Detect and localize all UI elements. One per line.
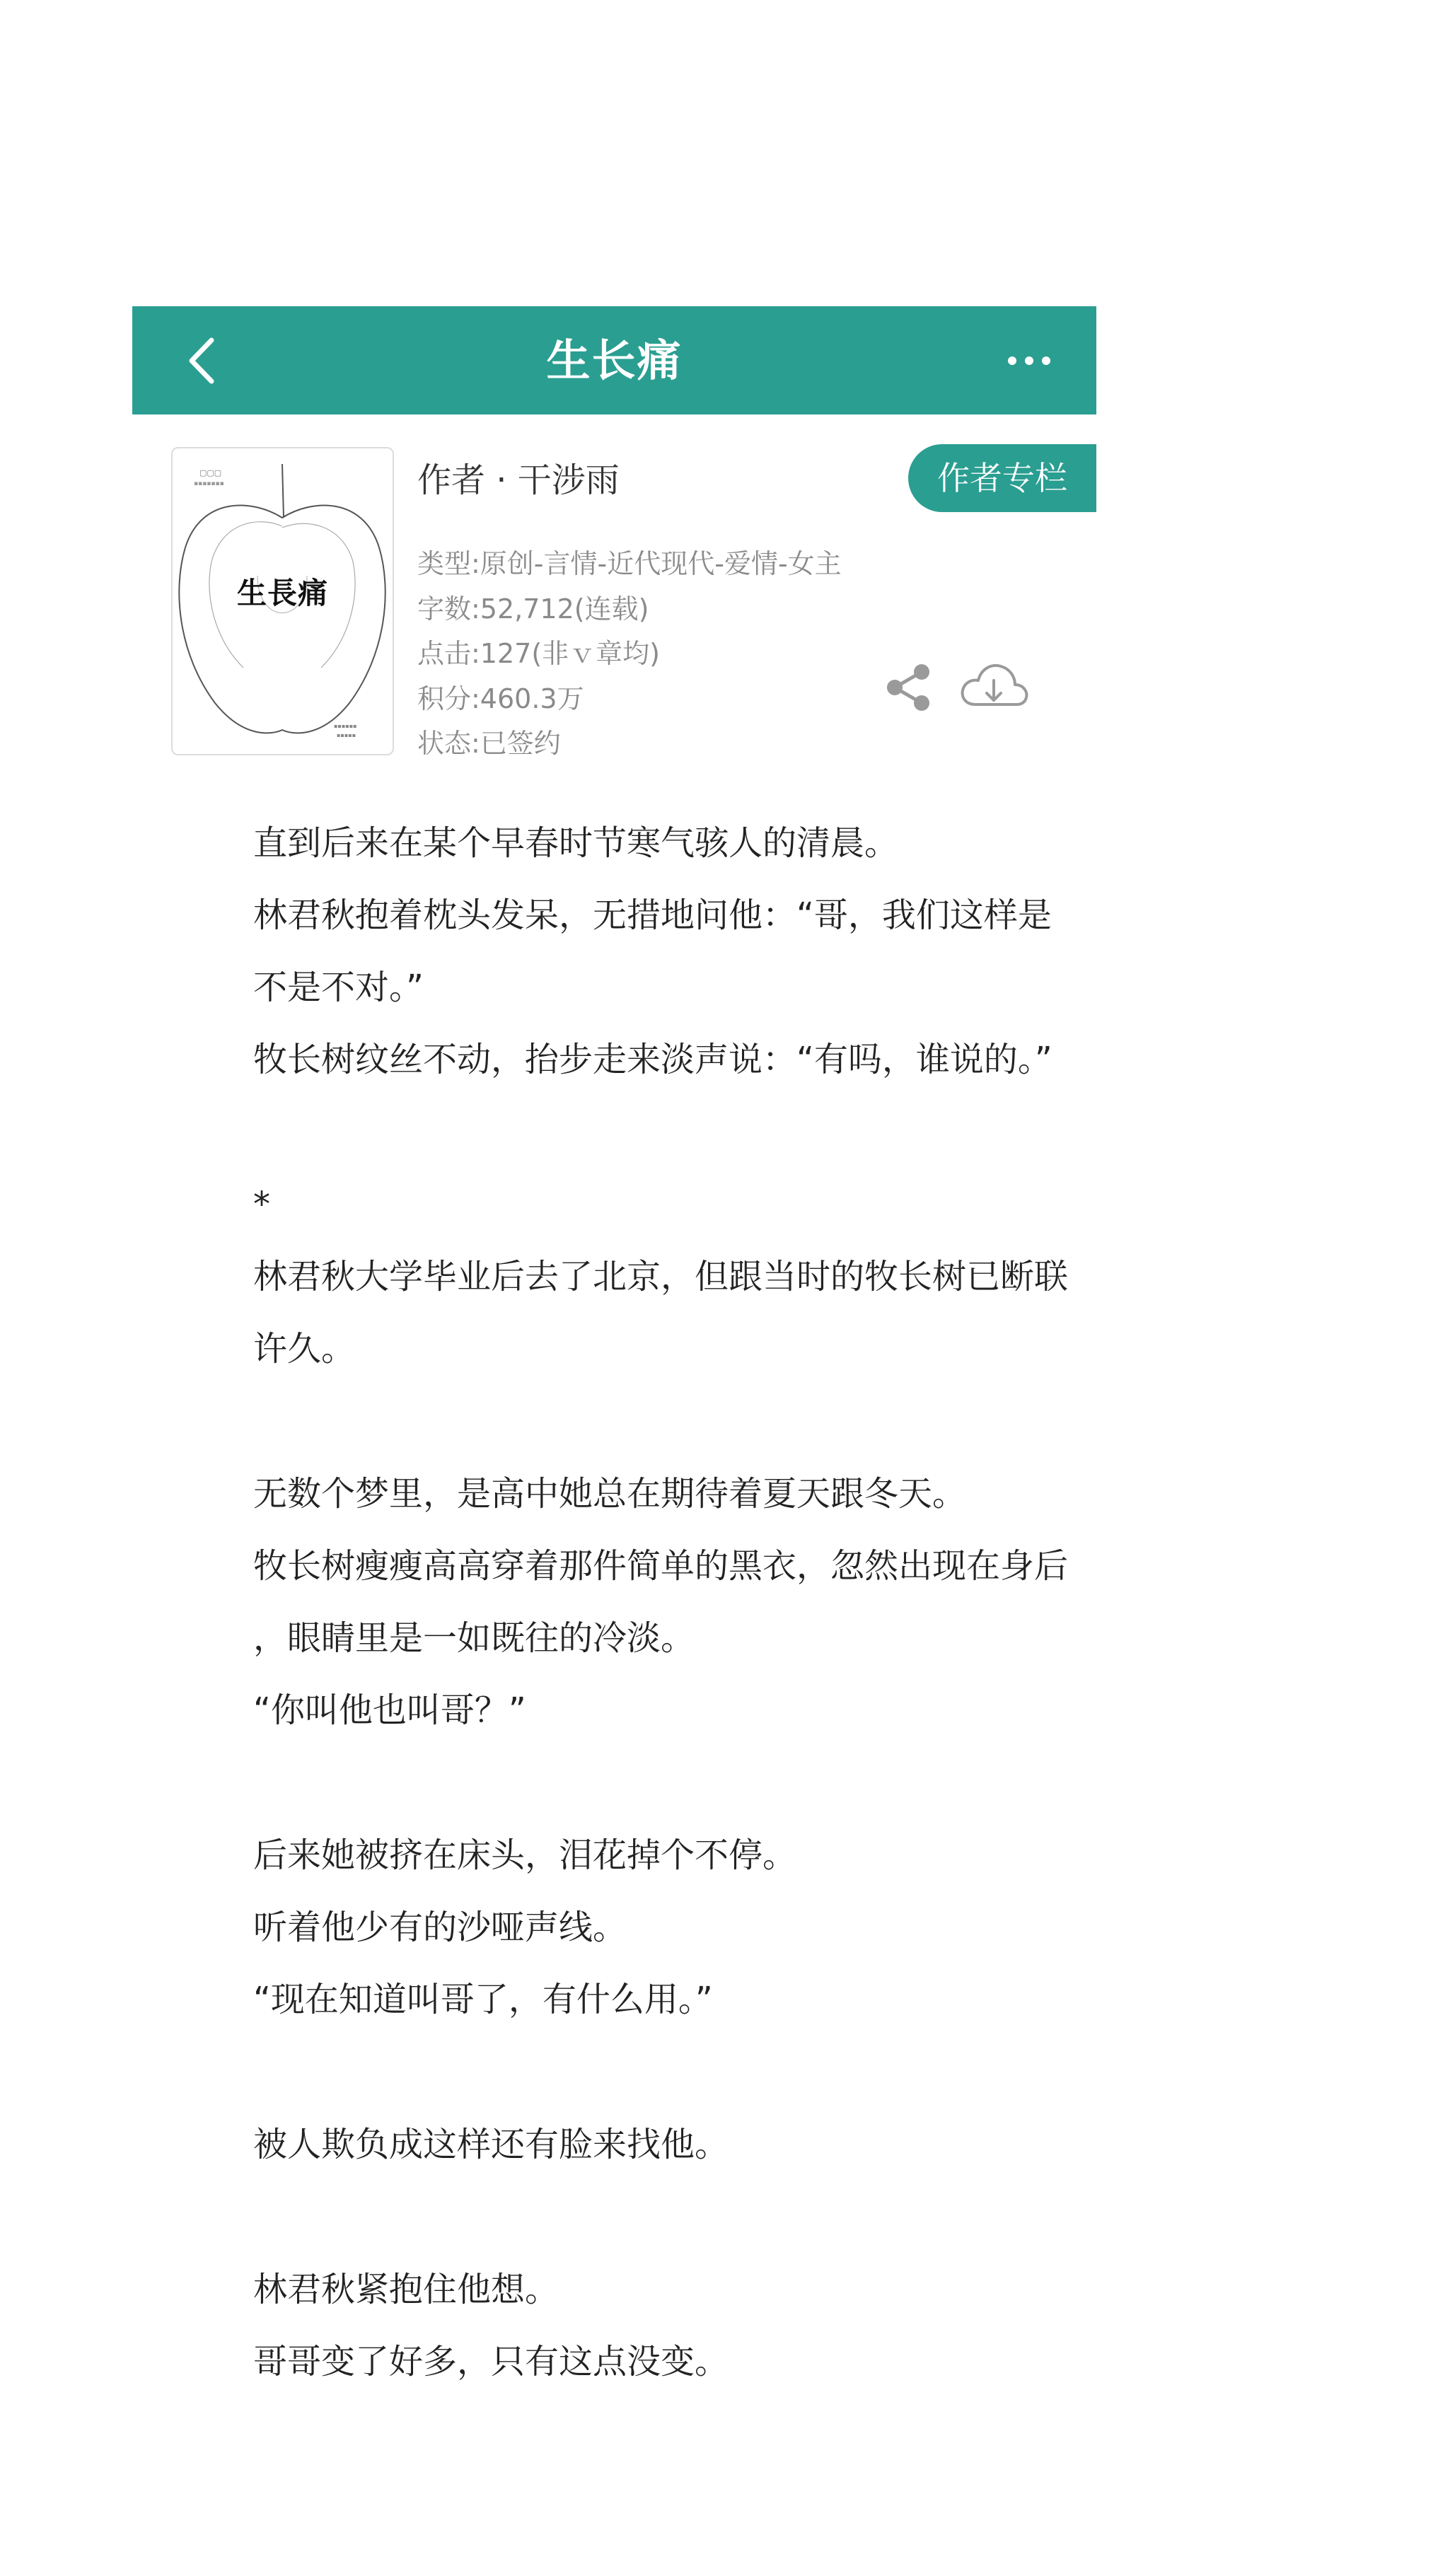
author-name[interactable]: 作者 · 干涉雨 [417,460,620,500]
text-line: ，眼睛里是一如既往的冷淡。 [253,1618,695,1658]
svg-text:▢▢▢: ▢▢▢ [199,468,222,477]
text-line: 哥哥变了好多，只有这点没变。 [253,2342,729,2381]
text-line: “你叫他也叫哥？” [253,1690,526,1730]
text-line: 无数个梦里，是高中她总在期待着夏天跟冬天。 [253,1474,967,1514]
book-status: 状态:已签约 [417,728,561,759]
text-line: 林君秋大学毕业后去了北京，但跟当时的牧长树已断联 [253,1257,1069,1296]
text-line: 不是不对。” [253,968,424,1007]
more-button[interactable] [1001,335,1057,387]
text-line: 牧长树纹丝不动，抬步走来淡声说：“有吗，谁说的。” [253,1040,1052,1079]
page-title: 生长痛 [546,335,683,386]
more-horizontal-icon [1001,335,1057,387]
book-type: 类型:原创-言情-近代现代-爱情-女主 [417,548,842,579]
book-cover[interactable] [171,447,394,755]
book-score: 积分:460.3万 [417,683,584,714]
book-word-count: 字数:52,712(连载) [417,593,649,625]
text-line: 林君秋紧抱住他想。 [253,2270,559,2309]
share-icon [881,659,937,716]
app-bar [132,306,1096,414]
svg-text:▪▪▪▪▪: ▪▪▪▪▪ [337,732,356,738]
text-line: 牧长树瘦瘦高高穿着那件简单的黑衣，忽然出现在身后 [253,1546,1069,1586]
cloud-download-icon [958,659,1029,716]
share-button[interactable] [881,659,937,716]
text-line: 听着他少有的沙哑声线。 [253,1908,627,1947]
download-button[interactable] [958,659,1029,716]
text-line: “现在知道叫哥了，有什么用。” [253,1980,713,2019]
cover-title: 生長痛 [236,576,328,610]
text-line: 直到后来在某个早春时节寒气骇人的清晨。 [253,823,899,863]
text-line: 被人欺负成这样还有脸来找他。 [253,2125,729,2164]
section-divider: * [253,1185,270,1224]
text-line: 许久。 [253,1329,356,1369]
text-line: 林君秋抱着枕头发呆，无措地问他：“哥，我们这样是 [253,895,1052,935]
author-column-button[interactable]: 作者专栏 [908,444,1096,512]
svg-text:▪▪▪▪▪▪▪: ▪▪▪▪▪▪▪ [194,480,224,487]
svg-text:▪▪▪▪▪▪: ▪▪▪▪▪▪ [334,723,357,729]
text-line: 后来她被挤在床头，泪花掉个不停。 [253,1835,797,1875]
book-clicks: 点击:127(非ｖ章均) [417,638,660,669]
